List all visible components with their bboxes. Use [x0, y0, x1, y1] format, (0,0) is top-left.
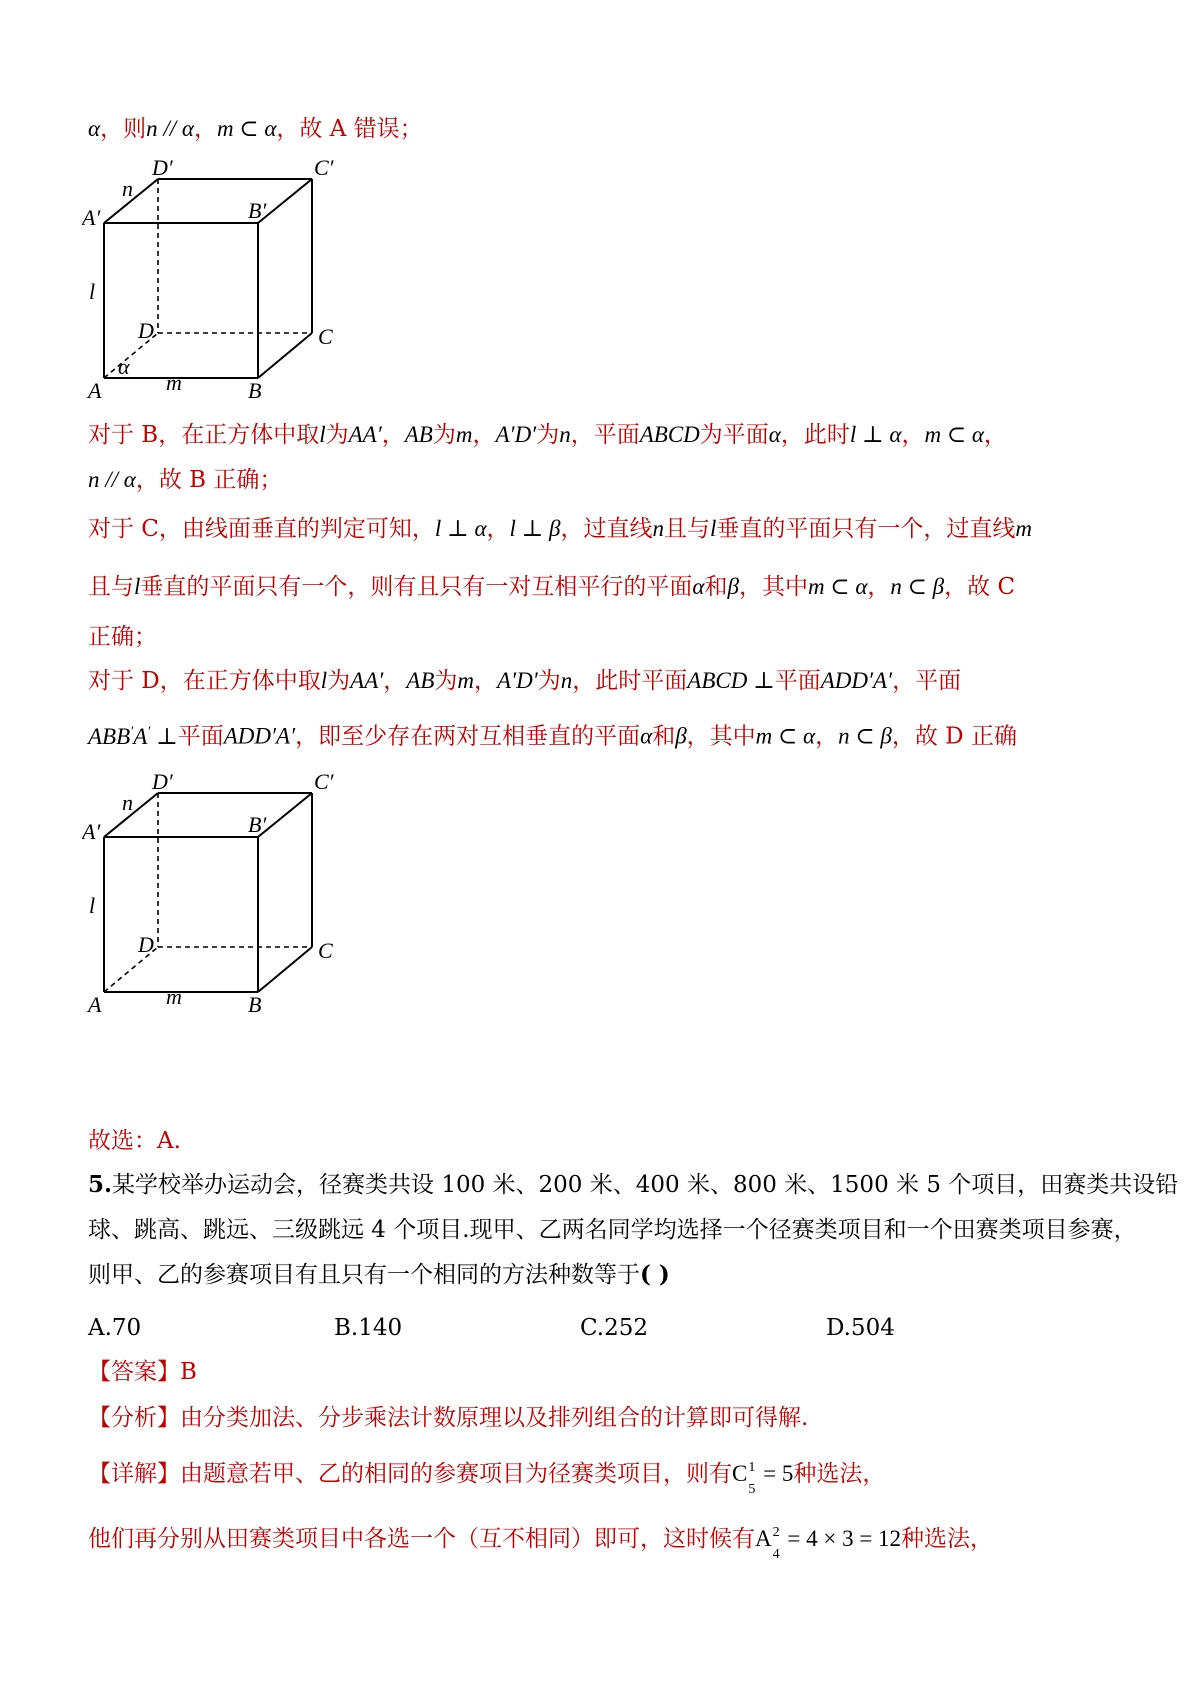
- text: ，其中: [738, 574, 808, 600]
- text: 为: [537, 668, 561, 694]
- text: 平面: [774, 668, 821, 694]
- detail-line-1: [88, 1459, 886, 1497]
- text: 且与: [88, 574, 134, 600]
- answer-value: B: [180, 1359, 197, 1385]
- math: l: [320, 668, 328, 693]
- question-5-line-2: 球、跳高、跳远、三级跳远 4 个项目.现甲、乙两名同学均选择一个径赛类项目和一个田赛类项目参赛，: [88, 1217, 1137, 1243]
- text: ，故 B 正确；: [135, 467, 283, 493]
- math: l: [134, 574, 141, 599]
- text: 且与: [664, 516, 710, 542]
- label-c: C: [318, 324, 333, 349]
- math: m ⊂ α: [807, 574, 868, 599]
- math: ADD′A′: [223, 723, 296, 749]
- detail-tag: 【详解】: [88, 1461, 180, 1487]
- text: 对于 C，由线面垂直的判定可知，: [88, 516, 435, 542]
- text: ，则: [100, 116, 147, 142]
- text: 为: [327, 668, 351, 694]
- answer-line: [88, 1357, 197, 1387]
- math-part: ABB: [88, 723, 131, 749]
- math: m ⊂ α: [924, 422, 984, 447]
- proof-b-line-2: [88, 465, 282, 495]
- math-m-subset-alpha: m ⊂ α: [216, 116, 277, 141]
- label-m: m: [166, 984, 182, 1009]
- math: l: [710, 516, 717, 541]
- math-alpha: α: [88, 116, 101, 141]
- math-subscript: 5: [748, 1482, 756, 1497]
- label-d: D: [138, 318, 154, 343]
- question-number: 5.: [88, 1171, 113, 1198]
- math: ADD′A′: [820, 668, 893, 693]
- text: ，此时平面: [572, 668, 688, 694]
- math: l ⊥ α: [434, 516, 487, 541]
- label-b: B: [248, 992, 262, 1017]
- label-n: n: [122, 176, 133, 201]
- text: ，故 A 错误；: [276, 116, 423, 142]
- option-a: A.70: [88, 1315, 142, 1341]
- math: AB: [406, 668, 435, 693]
- text: 则甲、乙的参赛项目有且只有一个相同的方法种数等于: [88, 1262, 640, 1288]
- math: l: [319, 422, 326, 447]
- label-d-prime: D′: [152, 770, 173, 794]
- label-a: A: [88, 992, 102, 1017]
- math-part: ⊥: [150, 723, 178, 749]
- proof-d-line-1: [88, 666, 961, 696]
- math: n ⊂ β: [890, 574, 945, 599]
- math: ABCD ⊥: [687, 668, 775, 693]
- analysis-line: [88, 1403, 808, 1433]
- text: 正确；: [88, 624, 157, 650]
- math-prime: ′: [130, 724, 134, 739]
- text: ，: [901, 422, 925, 448]
- math: n: [560, 668, 573, 693]
- math: AA′: [348, 422, 382, 447]
- math: α: [640, 723, 653, 749]
- label-c-prime: C′: [314, 156, 334, 180]
- text: 和: [652, 723, 676, 750]
- math: m: [455, 422, 473, 447]
- text: 为平面: [699, 422, 769, 448]
- text: 为: [432, 422, 456, 448]
- text: ，: [867, 574, 891, 600]
- label-b: B: [248, 378, 262, 403]
- math: AA′: [350, 668, 384, 693]
- label-c-prime: C′: [314, 770, 334, 794]
- text: 他们再分别从田赛类项目中各选一个（互不相同）即可，这时候有: [88, 1526, 755, 1552]
- math: n: [652, 516, 664, 541]
- label-l: l: [89, 893, 96, 918]
- choice-line: 故选：A.: [88, 1128, 181, 1154]
- math: α: [692, 574, 705, 599]
- text: ，平面: [892, 668, 962, 694]
- text: 种选法，: [793, 1461, 886, 1487]
- text: 垂直的平面只有一个，则有且只有一对互相平行的平面: [140, 574, 693, 600]
- proof-c-line-1: [88, 514, 1032, 544]
- answer-tag: 【答案】: [88, 1359, 180, 1385]
- math: m ⊂ α: [755, 723, 816, 749]
- text: ，: [474, 668, 498, 694]
- text: ，: [381, 422, 405, 448]
- text: 为: [536, 422, 560, 448]
- math-n-parallel-alpha: n // α: [146, 116, 194, 141]
- math-subscript: 4: [772, 1547, 780, 1562]
- math: n ⊂ β: [838, 723, 892, 749]
- text: 平面: [177, 723, 224, 750]
- proof-c-line-3: [88, 622, 157, 652]
- label-n: n: [122, 790, 133, 815]
- math: β: [727, 574, 739, 599]
- label-alpha: α: [118, 354, 130, 379]
- math: α: [768, 422, 781, 447]
- label-b-prime: B′: [248, 198, 267, 223]
- math-equation: = 4 × 3 = 12: [781, 1526, 902, 1551]
- text: ，故 D 正确: [891, 723, 1017, 750]
- math: n // α: [88, 467, 136, 492]
- math: m: [1015, 516, 1033, 541]
- text: ，故 C: [944, 574, 1016, 600]
- analysis-text: 由分类加法、分步乘法计数原理以及排列组合的计算即可得解.: [180, 1405, 809, 1431]
- label-m: m: [166, 370, 182, 395]
- math-superscript: 2: [772, 1525, 780, 1540]
- text: ，: [193, 116, 217, 142]
- question-5-line-1: [88, 1170, 1178, 1200]
- math: l ⊥ α: [849, 422, 902, 447]
- proof-c-line-2: [88, 572, 1015, 602]
- math: A′D′: [495, 422, 537, 447]
- text: ，此时: [780, 422, 850, 448]
- text: ，过直线: [560, 516, 653, 542]
- text: ，: [383, 668, 407, 694]
- text: ，: [983, 422, 1007, 448]
- option-b: B.140: [334, 1315, 403, 1341]
- text: 种选法，: [901, 1526, 994, 1552]
- math: A′D′: [497, 668, 538, 693]
- label-c: C: [318, 938, 333, 963]
- detail-line-2: [88, 1524, 994, 1562]
- text: 为: [434, 668, 458, 694]
- text: 由题意若甲、乙的相同的参赛项目为径赛类项目，则有: [180, 1461, 732, 1487]
- math-prime: ′: [147, 724, 151, 739]
- proof-b-line-1: [88, 420, 1007, 450]
- label-d-prime: D′: [152, 156, 173, 180]
- cube-figure-1: [82, 156, 382, 406]
- label-b-prime: B′: [248, 812, 267, 837]
- arrangement-formula: [755, 1525, 902, 1562]
- label-a-prime: A′: [82, 819, 101, 844]
- label-a-prime: A′: [82, 205, 101, 230]
- label-l: l: [89, 279, 96, 304]
- option-c: C.252: [580, 1315, 648, 1341]
- text: 垂直的平面只有一个，过直线: [716, 516, 1016, 542]
- text: ，: [815, 723, 839, 750]
- text: 对于 B，在正方体中取: [88, 422, 320, 448]
- math: n: [559, 422, 571, 447]
- combination-formula: [732, 1460, 794, 1497]
- math: AB: [404, 422, 433, 447]
- text: ，即至少存在两对互相垂直的平面: [295, 723, 641, 750]
- analysis-tag: 【分析】: [88, 1405, 180, 1431]
- option-d: D.504: [826, 1315, 895, 1341]
- math: ABCD: [639, 422, 700, 447]
- label-a: A: [88, 378, 102, 403]
- question-5-line-3: [88, 1260, 670, 1290]
- options-row: [88, 1313, 1088, 1343]
- math: m: [457, 668, 475, 693]
- math: [88, 724, 178, 749]
- answer-parentheses: ( ): [640, 1261, 670, 1288]
- math-equation: = 5: [757, 1461, 794, 1486]
- text: 某学校举办运动会，径赛类共设 100 米、200 米、400 米、800 米、1500 米 5 个项目，田赛类共设铅: [112, 1172, 1179, 1198]
- math-superscript: 1: [748, 1460, 756, 1475]
- text: ，其中: [686, 723, 756, 750]
- text: 和: [704, 574, 728, 600]
- math-c: C: [732, 1461, 748, 1486]
- text: ，: [472, 422, 496, 448]
- math-a: A: [755, 1526, 772, 1551]
- proof-line-a: [88, 114, 423, 144]
- text: 为: [325, 422, 349, 448]
- cube-figure-2: [82, 770, 382, 1020]
- math: β: [675, 723, 687, 749]
- text: 对于 D，在正方体中取: [88, 668, 321, 694]
- math-part: A: [133, 723, 148, 749]
- label-d: D: [138, 932, 154, 957]
- text: ，: [486, 516, 510, 542]
- math: l ⊥ β: [509, 516, 561, 541]
- text: ，平面: [570, 422, 640, 448]
- proof-d-line-2: [88, 717, 1017, 752]
